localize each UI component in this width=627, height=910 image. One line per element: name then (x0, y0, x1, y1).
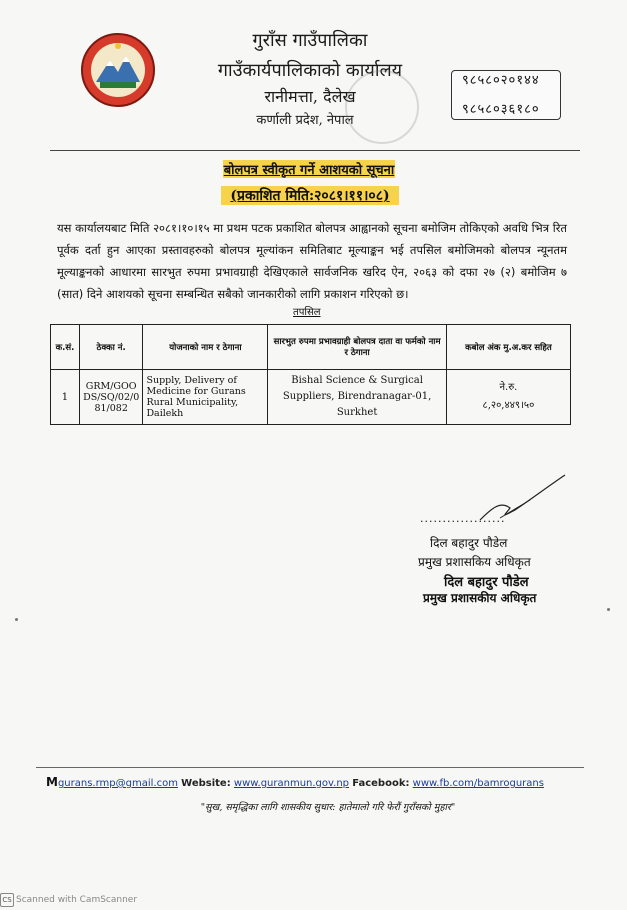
signatory-title-handwritten: प्रमुख प्रशासकिय अधिकृत (418, 555, 531, 569)
facebook-label: Facebook: (352, 778, 410, 789)
table-caption: तपसिल (293, 307, 321, 318)
published-date: (प्रकाशित मिति:२०८१।११।०८) (221, 186, 399, 205)
scan-speck (607, 608, 610, 611)
cell-contract: GRM/GOODS/SQ/02/081/082 (79, 370, 143, 425)
cell-bidder: Bishal Science & Surgical Suppliers, Birendranagar-01, Surkhet (268, 370, 446, 425)
signature-dots: ................... (420, 512, 506, 525)
col-project: योजनाको नाम र ठेगाना (143, 325, 268, 370)
faded-stamp (345, 70, 419, 144)
signatory-name-stamp: दिल बहादुर पौडेल (444, 575, 529, 590)
mail-icon: M (46, 775, 58, 789)
notice-title: बोलपत्र स्वीकृत गर्ने आशयको सूचना (223, 160, 395, 178)
table-row (51, 370, 571, 425)
municipality-name: गुराँस गाउँपालिका (252, 30, 368, 51)
header-divider (50, 150, 580, 151)
footer-email[interactable]: gurans.rmp@gmail.com (57, 778, 178, 789)
signatory-title-stamp: प्रमुख प्रशासकीय अधिकृत (423, 591, 537, 605)
scanner-watermark (0, 893, 140, 910)
cell-sn: 1 (51, 370, 80, 425)
phone-number-2: ९८५८०३६१८० (462, 102, 540, 117)
amount-currency: ने.रु. (499, 382, 518, 393)
nepal-emblem-logo (78, 30, 158, 110)
table-header-row (51, 325, 571, 370)
cell-amount (446, 370, 570, 425)
col-amount: कबोल अंक मु.अ.कर सहित (446, 325, 570, 370)
cell-project: Supply, Delivery of Medicine for Gurans Rural Municipality, Dailekh (143, 370, 268, 425)
office-location: रानीमत्ता, दैलेख (264, 87, 356, 106)
footer-contact (46, 775, 544, 789)
province-name: कर्णाली प्रदेश, नेपाल (256, 113, 354, 128)
footer-slogan: "सुख, समृद्धिका लागि शासकीय सुधार: हातेमालो गरि फेरौं गुराँसको मुहार" (200, 802, 456, 813)
camscanner-icon: CS (0, 893, 14, 907)
amount-value: ८,२०,४४९।५० (482, 400, 535, 411)
footer-divider (36, 767, 584, 768)
notice-body: यस कार्यालयबाट मिति २०८१।१०।१५ मा प्रथम पटक प्रकाशित बोलपत्र आह्वानको सूचना बमोजिम तोकिएको अवधि भित्र रित पूर्वक दर्ता हुन आएका प्रस्तावहरुको बोलपत्र मूल्यांकन समितिबाट मूल्याङ्कन भई तपसिल बमोजिमको बोलपत्र न्यूनतम मूल्याङ्कनको आधारमा सारभुत रुपमा प्रभावग्राही देखिएकाले सार्वजनिक खरिद ऐन, २०६३ को दफा २७ (२) बमोजिम ७ (सात) दिने आशयको सूचना सम्बन्धित सबैको जानकारीको लागि प्रकाशन गरिएको छ। (57, 221, 567, 301)
col-bidder: सारभुत रुपमा प्रभावग्राही बोलपत्र दाता वा फर्मको नाम र ठेगाना (268, 325, 446, 370)
office-name: गाउँकार्यपालिकाको कार्यालय (217, 60, 403, 81)
col-contract: ठेक्का नं. (79, 325, 143, 370)
scan-speck (15, 618, 18, 621)
footer-facebook[interactable]: www.fb.com/bamrogurans (412, 778, 544, 789)
website-label: Website: (181, 778, 231, 789)
col-sn: क.सं. (51, 325, 80, 370)
bid-table (50, 324, 571, 425)
footer-website[interactable]: www.guranmun.gov.np (233, 778, 350, 789)
phone-number-1: ९८५८०२०१४४ (462, 73, 540, 88)
signatory-name-handwritten: दिल बहादुर पौडेल (430, 536, 508, 550)
scanner-text: Scanned with CamScanner (16, 895, 138, 905)
